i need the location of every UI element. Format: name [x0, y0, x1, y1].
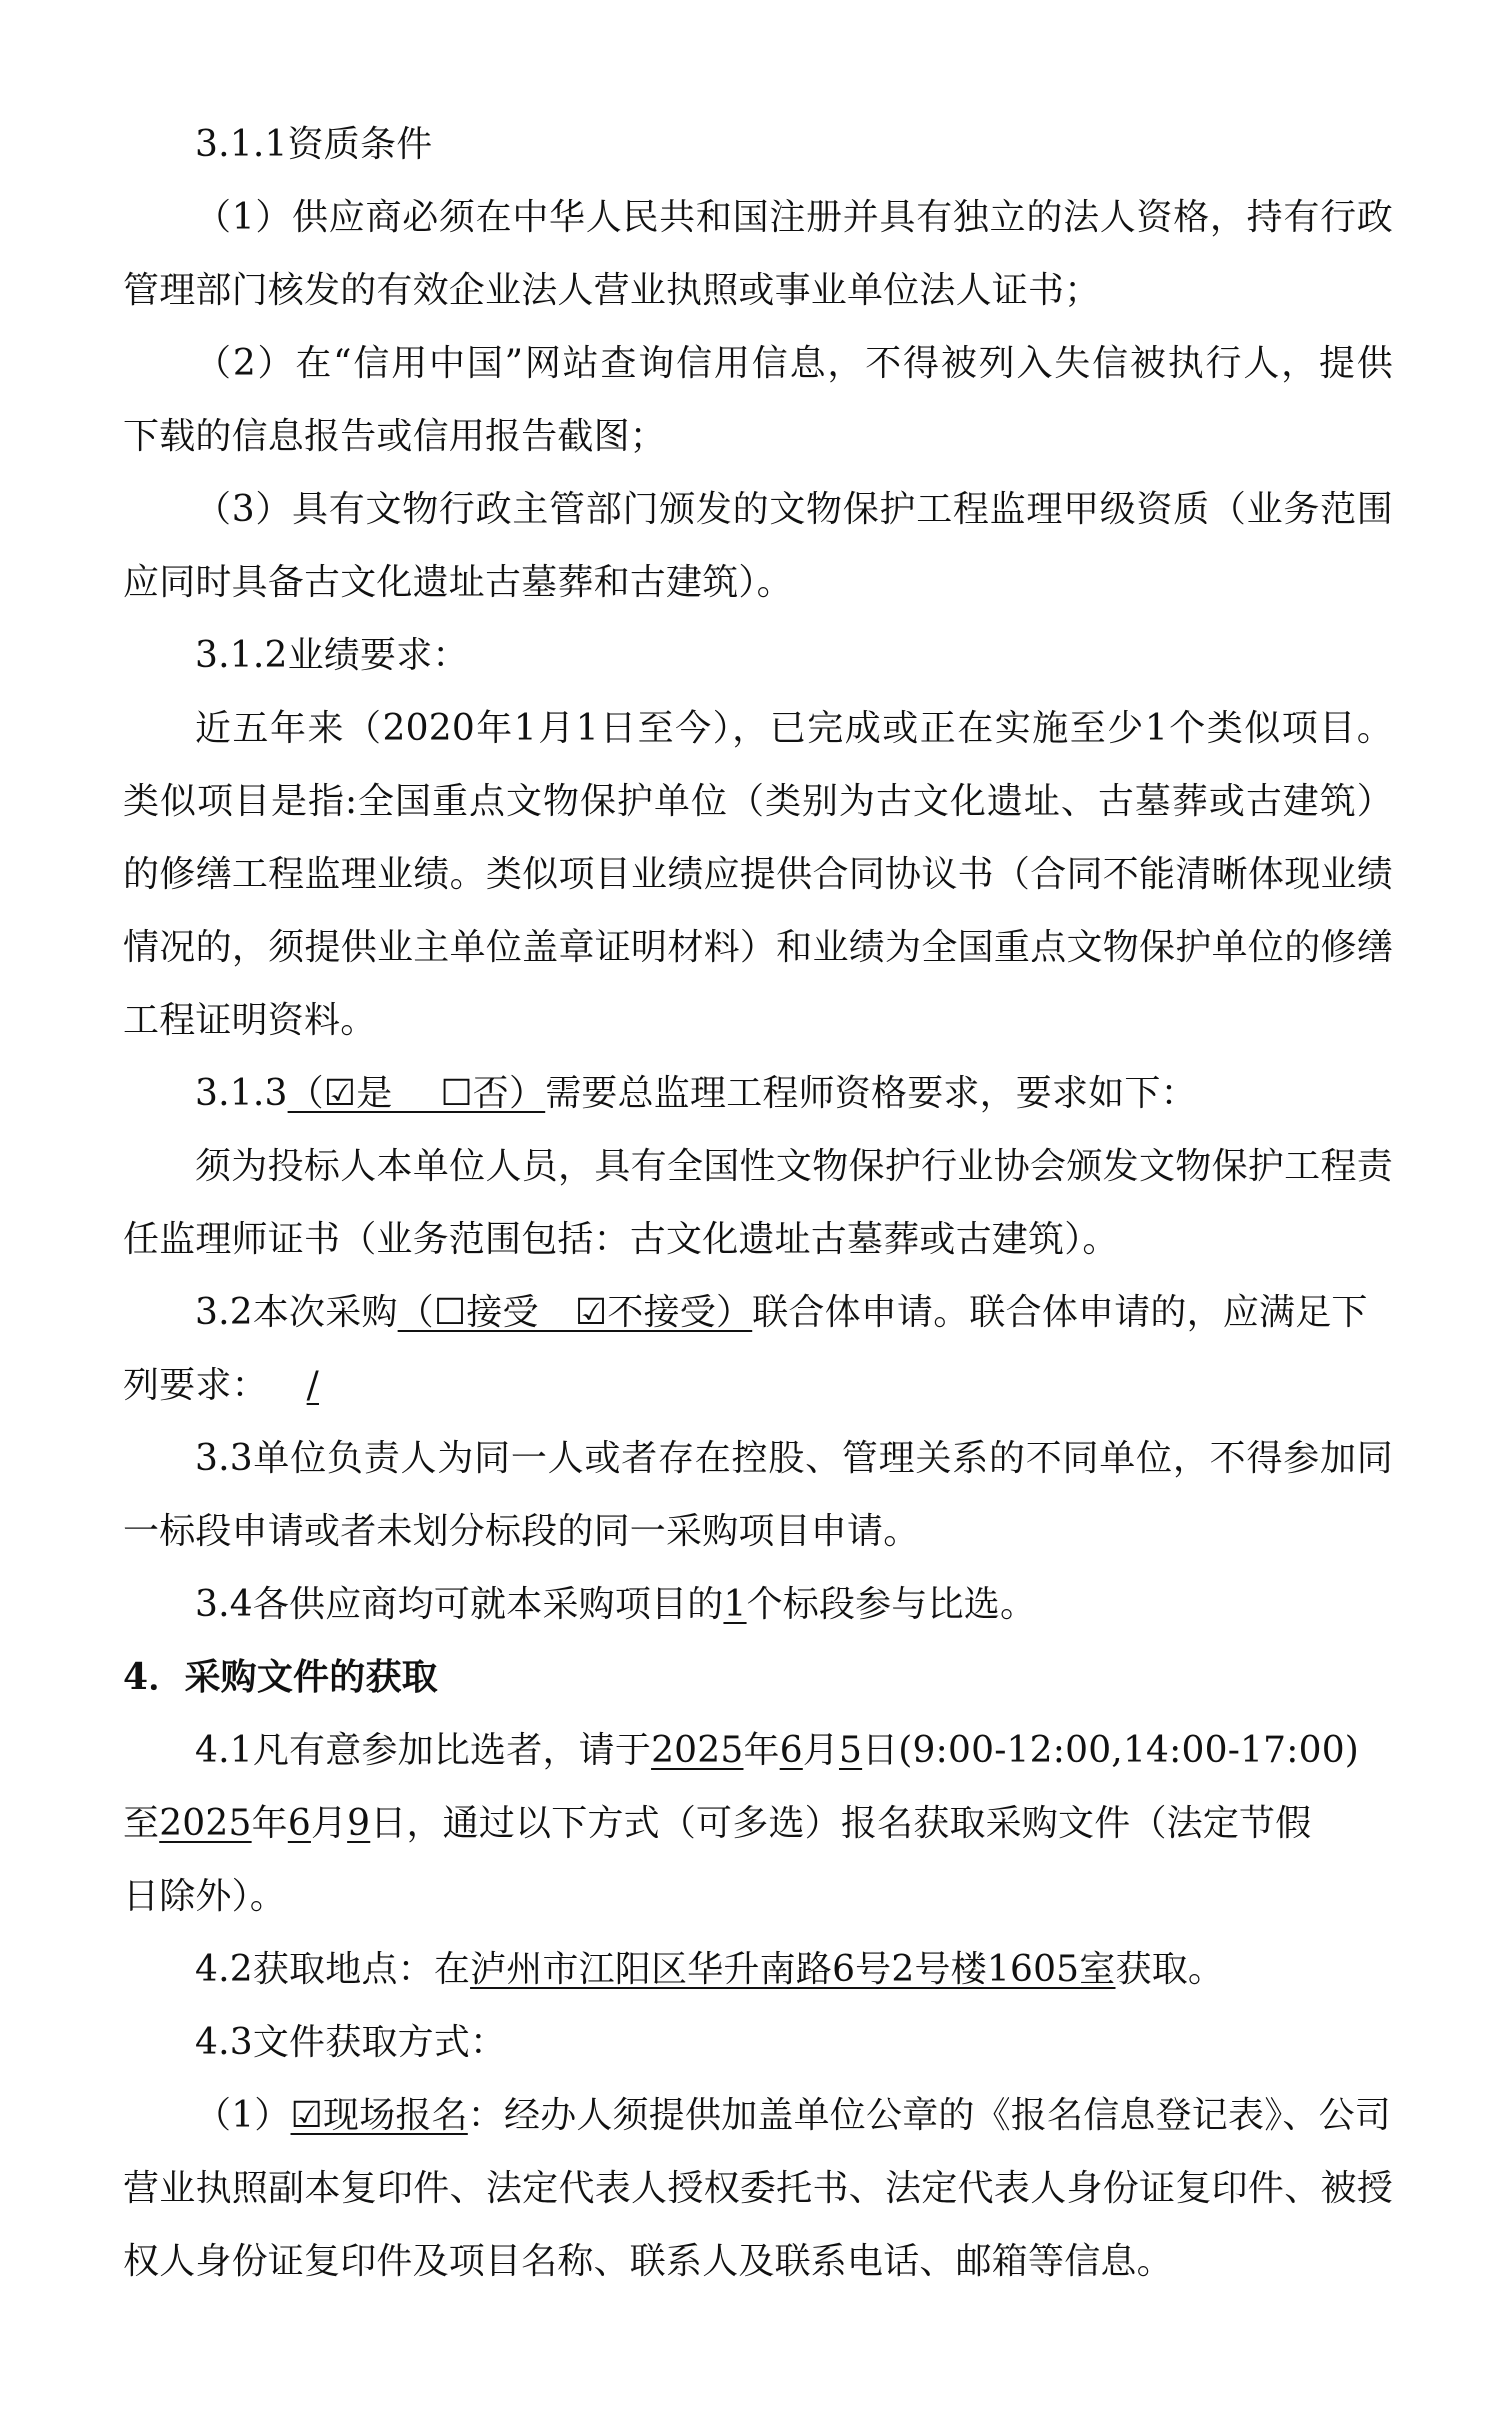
paragraph-3-1-1-item-2: （2）在“信用中国”网站查询信用信息，不得被列入失信被执行人，提供 [195, 343, 1393, 384]
start-year: 2025 [651, 1730, 744, 1771]
section-4-2: 4.2获取地点：在泸州市江阳区华升南路6号2号楼1605室获取。 [195, 1949, 1225, 1990]
start-day: 5 [839, 1730, 863, 1771]
section-4-3-item-1-line-1: （1）☑现场报名：经办人须提供加盖单位公章的《报名信息登记表》、公司 [195, 2095, 1391, 2136]
section-3-1-2-title: 3.1.2业绩要求： [195, 635, 469, 676]
section-3-1-3-line-3: 任监理师证书（业务范围包括：古文化遗址古墓葬或古建筑）。 [123, 1219, 1119, 1260]
document-page [123, 108, 1393, 2298]
paragraph-3-1-1-item-1-cont: 管理部门核发的有效企业法人营业执照或事业单位法人证书； [123, 270, 1101, 311]
paragraph-3-1-2-line-5: 工程证明资料。 [123, 1000, 377, 1041]
section-3-1-3-line-1: 3.1.3（☑是 ☐否）需要总监理工程师资格要求，要求如下： [195, 1073, 1197, 1114]
paragraph-3-1-2-line-4: 情况的，须提供业主单位盖章证明材料）和业绩为全国重点文物保护单位的修缮 [123, 927, 1393, 968]
section-3-2-line-1: 3.2本次采购（☐接受 ☑不接受）联合体申请。联合体申请的，应满足下 [195, 1292, 1368, 1333]
section-4-1-line-3: 日除外）。 [123, 1876, 287, 1917]
pickup-location: 泸州市江阳区华升南路6号2号楼1605室 [470, 1949, 1116, 1990]
section-3-3-line-2: 一标段申请或者未划分标段的同一采购项目申请。 [123, 1511, 920, 1552]
requirements-blank: / [306, 1365, 319, 1406]
section-4-3-item-1-line-2: 营业执照副本复印件、法定代表人授权委托书、法定代表人身份证复印件、被授 [123, 2168, 1393, 2209]
end-year: 2025 [159, 1803, 252, 1844]
end-day: 9 [347, 1803, 371, 1844]
paragraph-3-1-1-item-3: （3）具有文物行政主管部门颁发的文物保护工程监理甲级资质（业务范围 [195, 489, 1393, 530]
paragraph-3-1-1-item-1: （1）供应商必须在中华人民共和国注册并具有独立的法人资格，持有行政 [195, 197, 1393, 238]
section-4-1-line-2: 至2025年6月9日，通过以下方式（可多选）报名获取采购文件（法定节假 [123, 1803, 1312, 1844]
paragraph-3-1-2-line-3: 的修缮工程监理业绩。类似项目业绩应提供合同协议书（合同不能清晰体现业绩 [123, 854, 1393, 895]
paragraph-3-1-2-line-2: 类似项目是指:全国重点文物保护单位（类别为古文化遗址、古墓葬或古建筑） [123, 781, 1393, 822]
end-month: 6 [287, 1803, 311, 1844]
section-4-3-item-1-line-3: 权人身份证复印件及项目名称、联系人及联系电话、邮箱等信息。 [123, 2241, 1173, 2282]
section-4-1-line-1: 4.1凡有意参加比选者，请于2025年6月5日(9:00-12:00,14:00-17:00) [195, 1730, 1360, 1771]
section-3-3-line-1: 3.3单位负责人为同一人或者存在控股、管理关系的不同单位，不得参加同 [195, 1438, 1393, 1479]
lot-count: 1 [723, 1584, 747, 1625]
paragraph-3-1-1-item-3-cont: 应同时具备古文化遗址古墓葬和古建筑）。 [123, 562, 793, 603]
checkbox-options-yes-no: （☑是 ☐否） [287, 1073, 546, 1114]
checkbox-options-accept: （☐接受 ☑不接受） [397, 1292, 753, 1333]
onsite-registration-option: ☑现场报名 [290, 2095, 468, 2136]
paragraph-3-1-1-item-2-cont: 下载的信息报告或信用报告截图； [123, 416, 667, 457]
section-3-2-line-2: 列要求： / [123, 1349, 1393, 1422]
section-3-4: 3.4各供应商均可就本采购项目的1个标段参与比选。 [195, 1584, 1037, 1625]
start-month: 6 [779, 1730, 803, 1771]
section-4-3-title: 4.3文件获取方式： [195, 2022, 507, 2063]
section-3-1-1-title: 3.1.1资质条件 [195, 124, 433, 165]
paragraph-3-1-2-line-1: 近五年来（2020年1月1日至今），已完成或正在实施至少1个类似项目。 [195, 708, 1393, 749]
section-4-heading: 4．采购文件的获取 [123, 1656, 438, 1698]
section-3-1-3-line-2: 须为投标人本单位人员，具有全国性文物保护行业协会颁发文物保护工程责 [195, 1146, 1393, 1187]
